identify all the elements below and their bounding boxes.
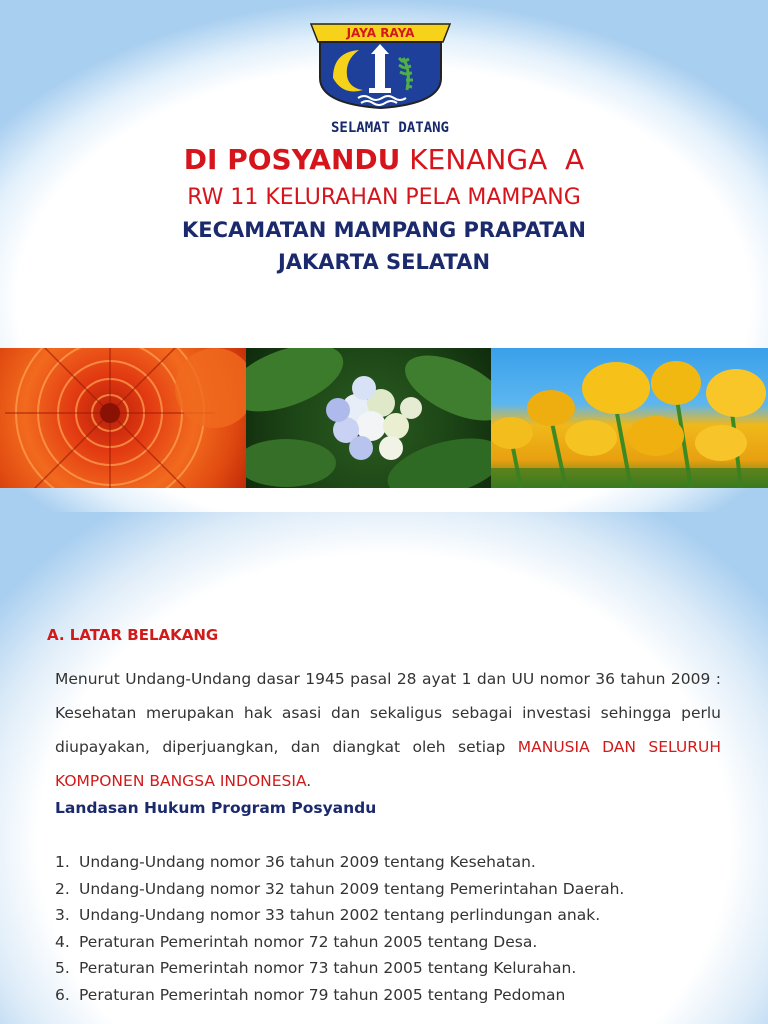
- list-item: [55, 929, 655, 956]
- paragraph-highlight: MANUSIA DAN SELURUH KOMPONEN BANGSA INDONESIA: [55, 738, 721, 790]
- background-paragraph: [55, 662, 721, 798]
- tulip-field-photo: [491, 348, 768, 488]
- emblem-banner-text: JAYA RAYA: [346, 26, 415, 40]
- background-slide: [0, 512, 768, 1024]
- list-item: [55, 982, 655, 1009]
- list-item-text: Peraturan Pemerintah nomor 73 tahun 2005 tentang Kelurahan.: [79, 959, 577, 977]
- paragraph-end: .: [306, 772, 312, 790]
- legal-basis-list: [55, 849, 655, 1008]
- list-item-number: 4.: [55, 932, 70, 951]
- city-text: JAKARTA SELATAN: [277, 250, 491, 274]
- legal-basis-heading: Landasan Hukum Program Posyandu: [55, 799, 377, 817]
- list-item: [55, 876, 655, 903]
- list-item-text: Undang-Undang nomor 33 tahun 2002 tentang perlindungan anak.: [79, 906, 601, 924]
- list-item-text: Undang-Undang nomor 36 tahun 2009 tentang Kesehatan.: [79, 853, 536, 871]
- orange-chrysanthemum-photo: [0, 348, 246, 488]
- welcome-text: SELAMAT DATANG: [330, 120, 449, 136]
- list-item-text: Peraturan Pemerintah nomor 72 tahun 2005 tentang Desa.: [79, 932, 538, 951]
- list-item-text: Peraturan Pemerintah nomor 79 tahun 2005 tentang Pedoman: [79, 985, 566, 1004]
- list-item: [55, 849, 655, 876]
- jaya-raya-emblem: [303, 18, 458, 110]
- list-item-number: 3.: [55, 906, 70, 924]
- list-item-number: 2.: [55, 879, 70, 898]
- posyandu-title: [0, 143, 768, 176]
- list-item: [55, 955, 655, 982]
- list-item-number: 5.: [55, 959, 70, 977]
- kecamatan-text: KECAMATAN MAMPANG PRAPATAN: [182, 218, 586, 242]
- flower-photo-strip: [0, 348, 768, 488]
- posyandu-title-bold: DI POSYANDU: [183, 143, 401, 176]
- posyandu-title-name: KENANGA A: [400, 143, 585, 176]
- section-title: A. LATAR BELAKANG: [47, 626, 219, 644]
- list-item-number: 1.: [55, 853, 70, 871]
- hydrangea-photo: [246, 348, 491, 488]
- rw-kelurahan-text: RW 11 KELURAHAN PELA MAMPANG: [187, 185, 581, 210]
- list-item-number: 6.: [55, 985, 70, 1004]
- list-item: [55, 902, 655, 929]
- paragraph-text: Menurut Undang-Undang dasar 1945 pasal 28 ayat 1 dan UU nomor 36 tahun 2009 : Kesehatan merupakan hak asasi dan sekaligus sebagai investasi sehingga perlu diupayakan, diperjuangkan, dan diangkat oleh setiap: [55, 670, 721, 756]
- list-item-text: Undang-Undang nomor 32 tahun 2009 tentang Pemerintahan Daerah.: [79, 879, 625, 898]
